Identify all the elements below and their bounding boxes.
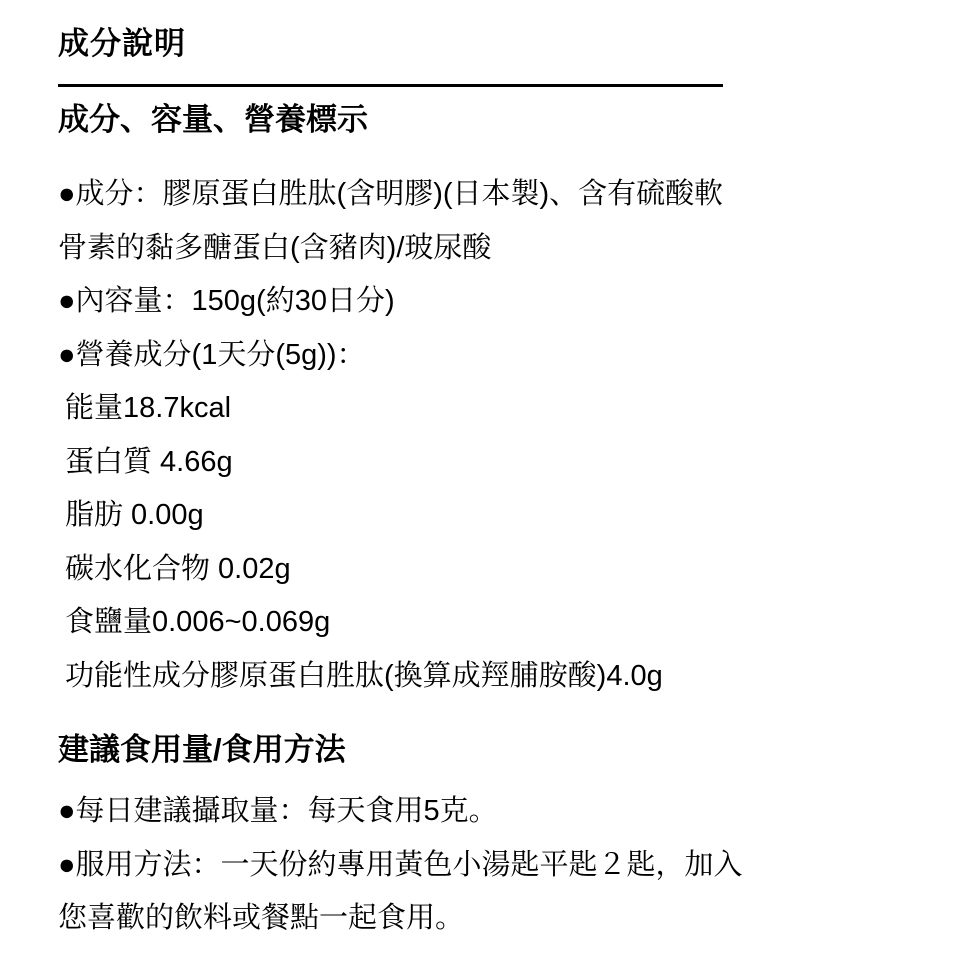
section-heading-usage: 建議食用量/食用方法 <box>58 732 346 767</box>
list-item-nutrition-functional <box>58 650 960 704</box>
line-text: 脂肪 0.00g <box>65 499 204 531</box>
section-heading-ingredients: 成分、容量、營養標示 <box>58 102 368 137</box>
ingredients-list <box>58 168 960 703</box>
bullet-icon: ● <box>58 848 76 881</box>
line-text: 每日建議攝取量：每天食用5克。 <box>75 795 498 827</box>
usage-list <box>58 785 960 946</box>
line-text: 服用方法：一天份約專用黃色小湯匙平匙２匙，加入 <box>75 848 743 881</box>
list-item-usage-method-cont <box>58 892 960 946</box>
line-text: 食鹽量0.006~0.069g <box>65 606 331 638</box>
bullet-icon: ● <box>58 285 76 317</box>
line-text: 成分：膠原蛋白胜肽(含明膠)(日本製)、含有硫酸軟 <box>75 178 724 210</box>
list-item-usage-method <box>58 839 960 893</box>
divider <box>58 84 723 87</box>
list-item-nutrition-fat <box>58 489 960 543</box>
line-text: 您喜歡的飲料或餐點一起食用。 <box>58 902 465 934</box>
line-text: 功能性成分膠原蛋白胜肽(換算成羥脯胺酸)4.0g <box>65 659 663 692</box>
list-item-daily-intake <box>58 785 960 839</box>
line-text: 內容量：150g(約30日分) <box>75 285 395 317</box>
list-item-nutrition-salt <box>58 596 960 650</box>
list-item <box>58 168 960 222</box>
line-text: 能量18.7kcal <box>65 392 232 424</box>
line-text: 蛋白質 4.66g <box>65 445 233 478</box>
list-item-nutrition-protein <box>58 436 960 490</box>
page-title: 成分說明 <box>58 26 186 61</box>
bullet-icon: ● <box>58 178 76 210</box>
list-item <box>58 275 960 329</box>
line-text: 碳水化合物 0.02g <box>65 552 291 585</box>
line-text: 營養成分(1天分(5g))： <box>75 338 366 371</box>
list-item-nutrition-carbs <box>58 543 960 597</box>
bullet-icon: ● <box>58 795 76 827</box>
bullet-icon: ● <box>58 338 76 371</box>
list-item-nutrition-energy <box>58 382 960 436</box>
list-item <box>58 222 960 276</box>
line-text: 骨素的黏多醣蛋白(含豬肉)/玻尿酸 <box>58 231 492 264</box>
list-item <box>58 329 960 383</box>
